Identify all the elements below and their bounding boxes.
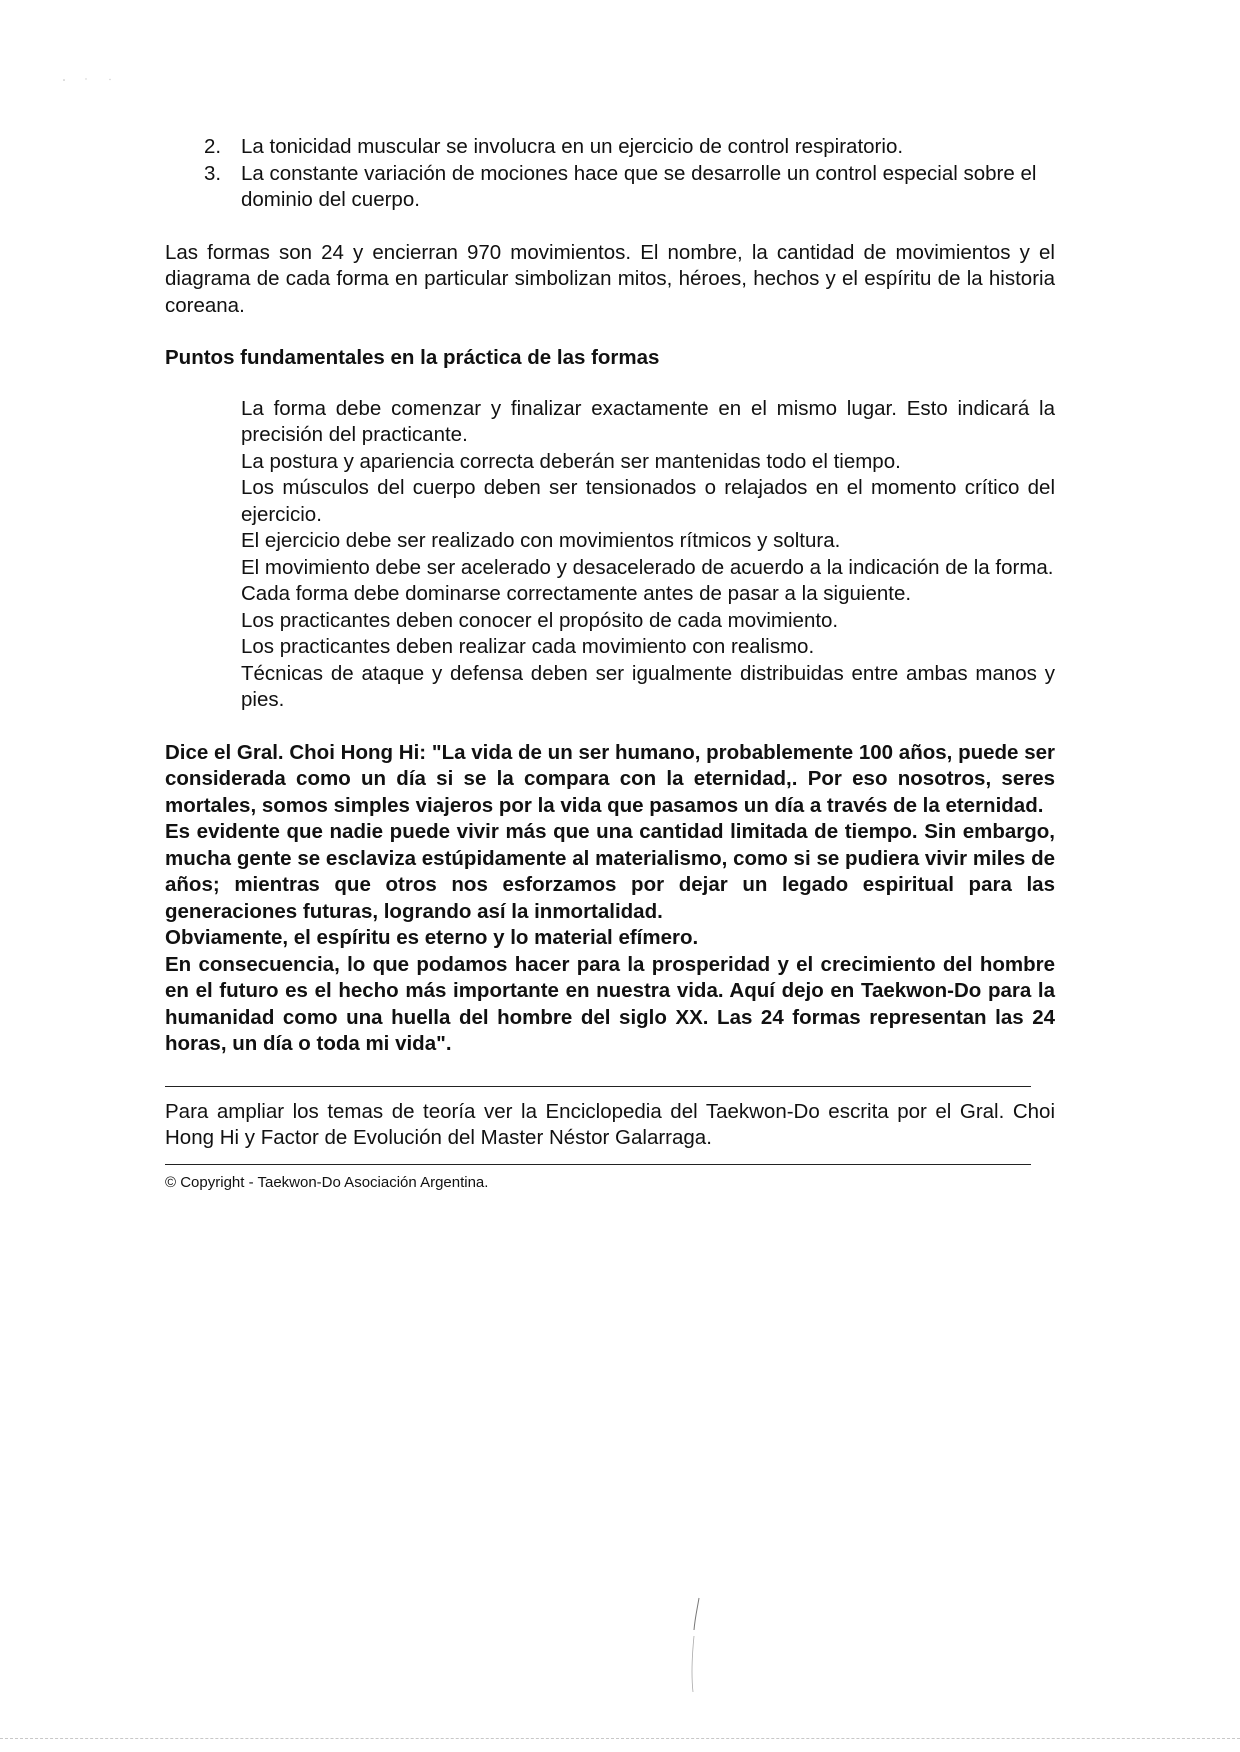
numbered-item bbox=[165, 134, 1055, 161]
intro-paragraph: Las formas son 24 y encierran 970 movimientos. El nombre, la cantidad de movimientos y el diagrama de cada forma en particular simbolizan mitos, héroes, hechos y el espíritu de la historia coreana. bbox=[165, 240, 1055, 317]
quote-paragraph: En consecuencia, lo que podamos hacer para la prosperidad y el crecimiento del hombre en el futuro es el hecho más importante en nuestra vida. Aquí dejo en Taekwon-Do para la humanidad como una huella del hombre del siglo XX. Las 24 formas representan las 24 horas, un día o toda mi vida". bbox=[165, 952, 1055, 1055]
item-number: 3. bbox=[204, 161, 222, 185]
scan-specks bbox=[62, 78, 122, 82]
item-number: 2. bbox=[204, 135, 222, 158]
point-item: Los practicantes deben realizar cada movimiento con realismo. bbox=[241, 635, 815, 658]
point-item: La forma debe comenzar y finalizar exactamente en el mismo lugar. Esto indicará la precisión del practicante. bbox=[241, 396, 1055, 446]
scan-artifact-mark bbox=[690, 1596, 702, 1706]
numbered-item bbox=[165, 161, 1055, 214]
item-text: La tonicidad muscular se involucra en un ejercicio de control respiratorio. bbox=[241, 135, 904, 158]
fundamental-points-list bbox=[165, 396, 1055, 714]
point-item: Técnicas de ataque y defensa deben ser igualmente distribuidas entre ambas manos y pies. bbox=[241, 661, 1055, 711]
copyright-notice: © Copyright - Taekwon-Do Asociación Argentina. bbox=[165, 1173, 489, 1191]
scan-bottom-edge bbox=[0, 1738, 1240, 1739]
point-item: El movimiento debe ser acelerado y desacelerado de acuerdo a la indicación de la forma. bbox=[241, 555, 1054, 579]
divider-bottom bbox=[165, 1164, 1031, 1165]
quote-paragraph: Obviamente, el espíritu es eterno y lo material efímero. bbox=[165, 926, 699, 949]
section-heading: Puntos fundamentales en la práctica de las formas bbox=[165, 346, 660, 369]
quote-paragraph: Es evidente que nadie puede vivir más que una cantidad limitada de tiempo. Sin embargo, mucha gente se esclaviza estúpidamente al materialismo, como si se pudiera vivir miles de años; mientras que otros nos esforzamos por dejar un legado espiritual para las generaciones futuras, logrando así la inmortalidad. bbox=[165, 820, 1055, 923]
point-item: El ejercicio debe ser realizado con movimientos rítmicos y soltura. bbox=[241, 529, 841, 552]
document-body bbox=[165, 134, 1055, 1193]
divider-top bbox=[165, 1086, 1031, 1087]
point-item: Cada forma debe dominarse correctamente antes de pasar a la siguiente. bbox=[241, 582, 912, 605]
numbered-list bbox=[165, 134, 1055, 214]
point-item: Los músculos del cuerpo deben ser tensionados o relajados en el momento crítico del ejercicio. bbox=[241, 476, 1055, 526]
footnote: Para ampliar los temas de teoría ver la Enciclopedia del Taekwon-Do escrita por el Gral. Choi Hong Hi y Factor de Evolución del Master Néstor Galarraga. bbox=[165, 1099, 1055, 1149]
item-text: La constante variación de mociones hace que se desarrolle un control especial sobre el dominio del cuerpo. bbox=[241, 161, 1037, 211]
point-item: La postura y apariencia correcta deberán ser mantenidas todo el tiempo. bbox=[241, 449, 901, 473]
choi-hong-hi-quote bbox=[165, 740, 1055, 1058]
quote-paragraph: Dice el Gral. Choi Hong Hi: "La vida de un ser humano, probablemente 100 años, puede ser considerada como un día si se la compara con la eternidad,. Por eso nosotros, seres mortales, somos simples viajeros por la vida que pasamos un día a través de la eternidad. bbox=[165, 740, 1055, 817]
point-item: Los practicantes deben conocer el propósito de cada movimiento. bbox=[241, 608, 839, 632]
